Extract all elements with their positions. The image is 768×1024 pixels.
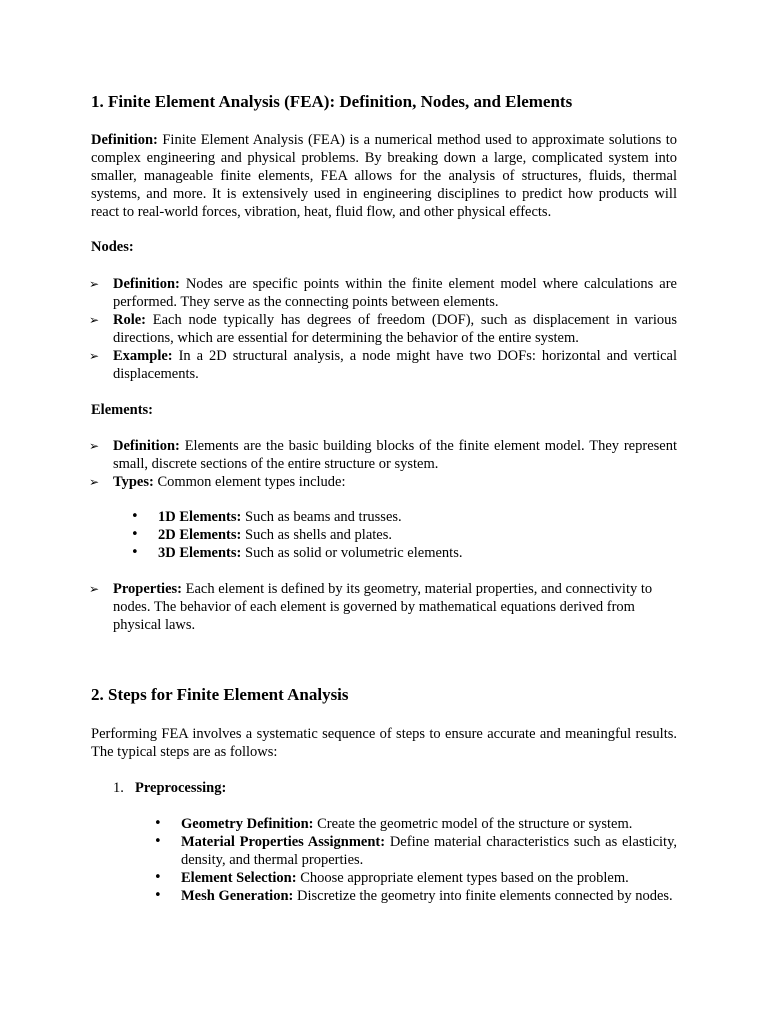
list-item bbox=[91, 580, 677, 634]
list-item bbox=[131, 508, 677, 526]
list-item bbox=[154, 833, 678, 869]
item-text: Such as shells and plates. bbox=[245, 527, 392, 543]
item-label: 1D Elements: bbox=[158, 509, 242, 525]
item-text: Each node typically has degrees of freedom (DOF), such as displacement in various directions, which are essential for determining the behavior of the entire system. bbox=[113, 312, 677, 346]
bullet-icon: • bbox=[154, 834, 162, 849]
elements-heading: Elements: bbox=[91, 402, 154, 418]
item-text: Create the geometric model of the structure or system. bbox=[317, 816, 633, 832]
item-label: 2D Elements: bbox=[158, 527, 242, 543]
bullet-icon: • bbox=[131, 509, 139, 524]
item-label: Properties: bbox=[113, 581, 182, 597]
item-label: Material Properties Assignment: bbox=[181, 834, 386, 850]
definition-paragraph bbox=[91, 131, 677, 221]
item-label: Definition: bbox=[113, 276, 180, 292]
bullet-icon: • bbox=[131, 527, 139, 542]
arrow-bullet-icon: ➢ bbox=[89, 582, 100, 596]
list-item bbox=[154, 815, 677, 833]
item-text: Discretize the geometry into finite elements connected by nodes. bbox=[296, 888, 673, 904]
item-text: Such as solid or volumetric elements. bbox=[245, 545, 463, 561]
list-item bbox=[91, 275, 677, 311]
step-number: 1. bbox=[113, 780, 124, 796]
item-text: Such as beams and trusses. bbox=[245, 509, 402, 525]
step-label: Preprocessing: bbox=[135, 780, 227, 796]
bullet-icon: • bbox=[154, 816, 162, 831]
item-text: Choose appropriate element types based on the problem. bbox=[300, 870, 629, 886]
item-text: Each element is defined by its geometry, material properties, and connectivity to nodes. The behavior of each element is governed by mathematical equations derived from physical laws. bbox=[113, 581, 653, 633]
item-text: Elements are the basic building blocks of the finite element model. They represent small, discrete sections of the entire structure or system. bbox=[113, 438, 677, 472]
item-label: Geometry Definition: bbox=[181, 816, 314, 832]
item-label: Example: bbox=[113, 348, 173, 364]
bullet-icon: • bbox=[154, 870, 162, 885]
step-preprocessing bbox=[113, 779, 226, 797]
arrow-bullet-icon: ➢ bbox=[89, 313, 100, 327]
definition-label: Definition: bbox=[91, 132, 158, 148]
bullet-icon: • bbox=[154, 888, 162, 903]
arrow-bullet-icon: ➢ bbox=[89, 277, 100, 291]
nodes-heading: Nodes: bbox=[91, 239, 134, 255]
arrow-bullet-icon: ➢ bbox=[89, 349, 100, 363]
arrow-bullet-icon: ➢ bbox=[89, 439, 100, 453]
list-item bbox=[131, 544, 677, 562]
list-item bbox=[91, 473, 677, 491]
item-text: Common element types include: bbox=[157, 474, 346, 490]
item-text: Nodes are specific points within the finite element model where calculations are performed. They serve as the connecting points between elements. bbox=[113, 276, 677, 310]
item-label: Definition: bbox=[113, 438, 180, 454]
item-label: Role: bbox=[113, 312, 147, 328]
item-label: 3D Elements: bbox=[158, 545, 242, 561]
list-item bbox=[91, 437, 677, 473]
list-item bbox=[154, 869, 677, 887]
list-item bbox=[91, 311, 677, 347]
section-1-title: 1. Finite Element Analysis (FEA): Definition, Nodes, and Elements bbox=[91, 92, 573, 111]
item-text: In a 2D structural analysis, a node might have two DOFs: horizontal and vertical displacements. bbox=[113, 348, 677, 382]
bullet-icon: • bbox=[131, 545, 139, 560]
list-item bbox=[154, 887, 677, 905]
list-item bbox=[131, 526, 677, 544]
steps-intro: Performing FEA involves a systematic sequence of steps to ensure accurate and meaningful results. The typical steps are as follows: bbox=[91, 726, 677, 760]
item-label: Mesh Generation: bbox=[181, 888, 294, 904]
list-item bbox=[91, 347, 677, 383]
item-text: Define material characteristics such as elasticity, density, and thermal properties. bbox=[181, 834, 678, 868]
definition-text: Finite Element Analysis (FEA) is a numerical method used to approximate solutions to complex engineering and physical problems. By breaking down a large, complicated system into smaller, manageable finite elements, FEA allows for the analysis of structures, fluids, thermal systems, and more. It is extensively used in engineering disciplines to predict how products will react to real-world forces, vibration, heat, fluid flow, and other physical effects. bbox=[91, 132, 678, 220]
item-label: Element Selection: bbox=[181, 870, 297, 886]
section-2-title: 2. Steps for Finite Element Analysis bbox=[91, 685, 349, 704]
arrow-bullet-icon: ➢ bbox=[89, 475, 100, 489]
item-label: Types: bbox=[113, 474, 154, 490]
